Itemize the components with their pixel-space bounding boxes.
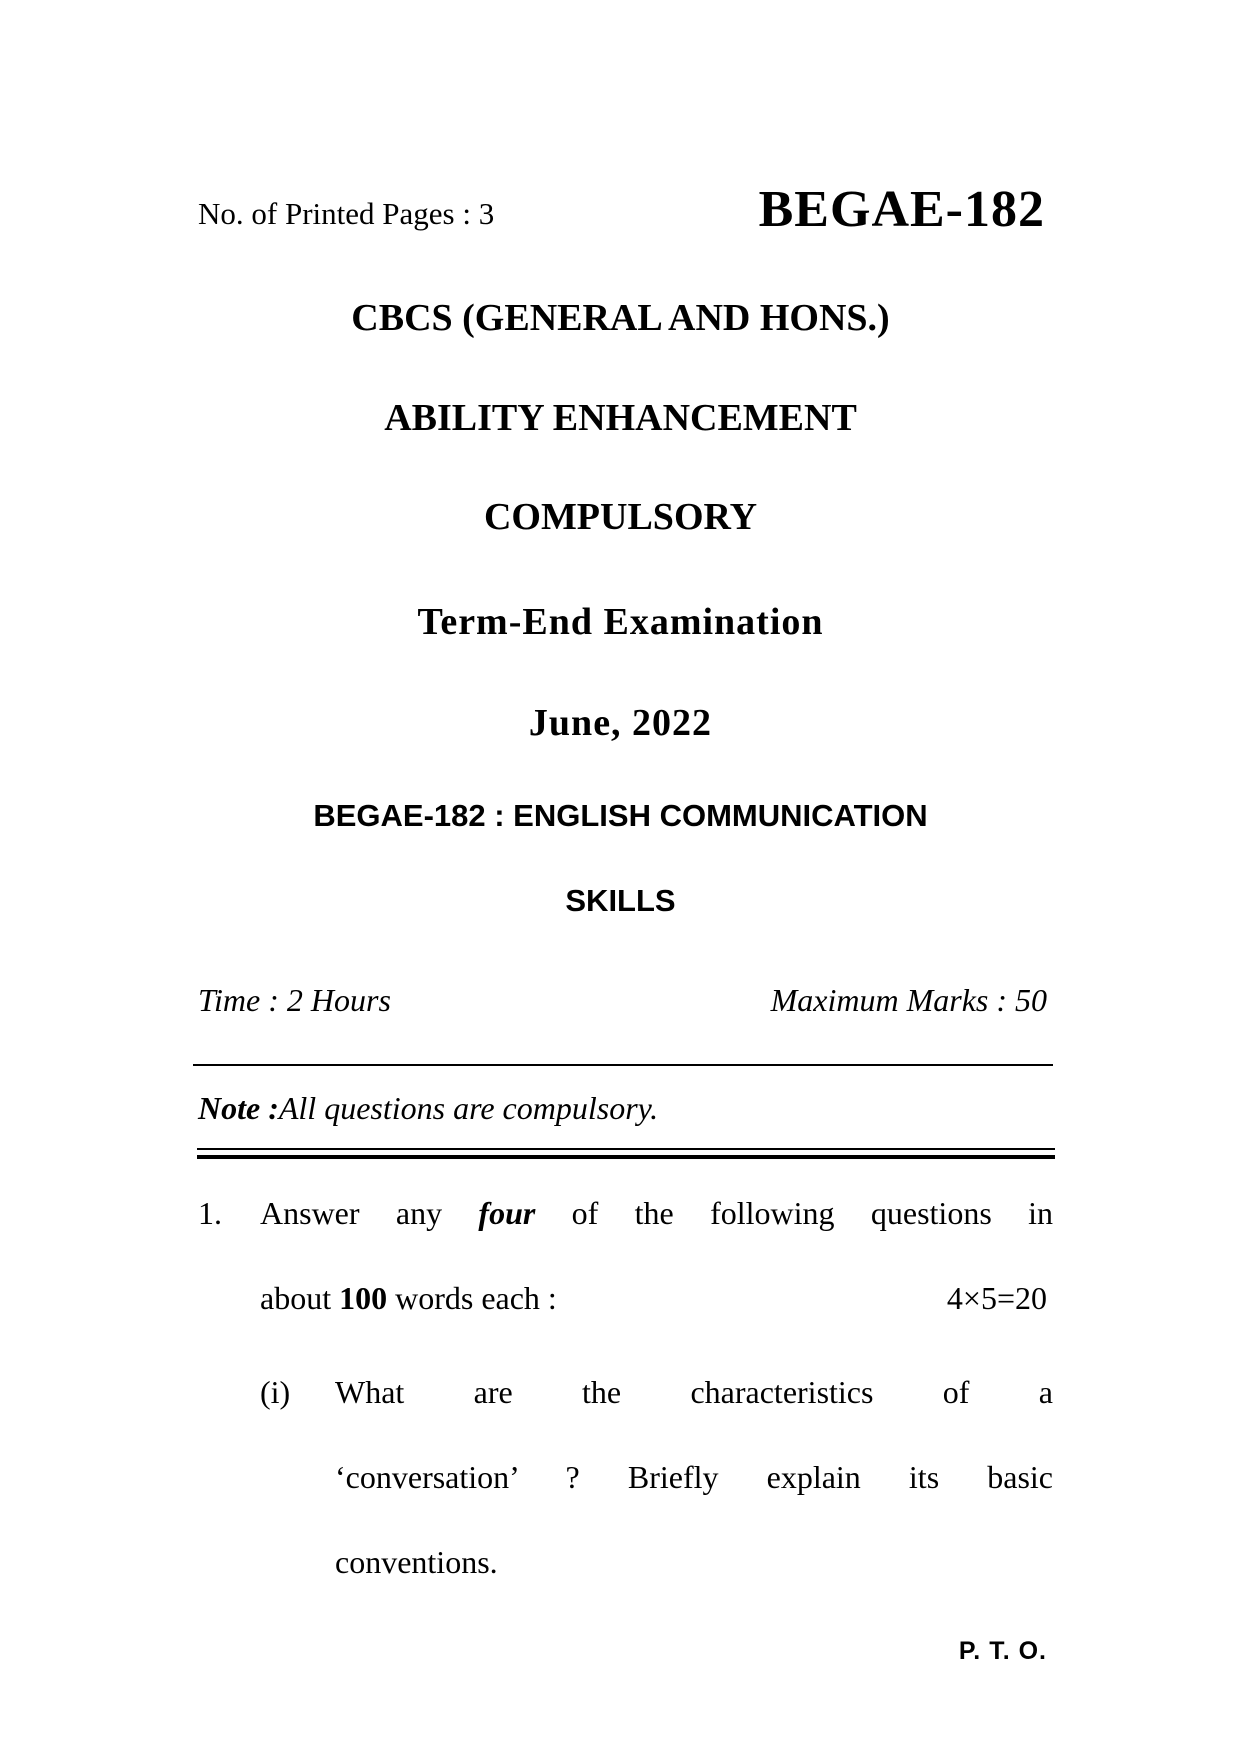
- question-text: Answer any: [260, 1195, 479, 1231]
- course-title-line2: SKILLS: [565, 883, 676, 918]
- subquestion-text-line3: conventions.: [335, 1544, 498, 1580]
- exam-duration: Time : 2 Hours: [198, 982, 391, 1018]
- question-marks: 4×5=20: [946, 1280, 1047, 1316]
- question-text: words each :: [387, 1280, 557, 1316]
- category-title-line2: COMPULSORY: [483, 496, 758, 538]
- maximum-marks: Maximum Marks : 50: [770, 982, 1047, 1018]
- question-instruction-line2: [260, 1280, 557, 1317]
- divider-line: [193, 1064, 1053, 1066]
- printed-pages-count: No. of Printed Pages : 3: [198, 196, 495, 231]
- programme-title: CBCS (GENERAL AND HONS.): [351, 297, 890, 339]
- category-title-line1: ABILITY ENHANCEMENT: [384, 397, 857, 439]
- please-turn-over: P. T. O.: [958, 1637, 1047, 1665]
- note-text: All questions are compulsory.: [278, 1090, 659, 1126]
- question-text: about: [260, 1280, 340, 1316]
- question-text: of the following questions in: [535, 1195, 1054, 1231]
- subquestion-label: (i): [260, 1374, 291, 1410]
- emphasis-text: four: [478, 1195, 536, 1231]
- paper-code: BEGAE-182: [758, 181, 1045, 238]
- double-divider-thick: [197, 1155, 1055, 1159]
- course-title-line1: BEGAE-182 : ENGLISH COMMUNICATION: [313, 798, 928, 833]
- question-instruction-line1: [260, 1195, 1053, 1232]
- subquestion-text-line1: What are the characteristics of a: [335, 1374, 1053, 1410]
- exam-title: Term-End Examination: [417, 601, 824, 643]
- subquestion-text-line2: ‘conversation’ ? Briefly explain its basic: [335, 1459, 1053, 1495]
- question-number: 1.: [198, 1195, 222, 1231]
- note-label: Note :: [198, 1090, 279, 1126]
- word-count: 100: [339, 1280, 388, 1316]
- exam-date: June, 2022: [528, 702, 713, 744]
- instructions-note: [198, 1090, 658, 1127]
- double-divider-thin: [197, 1148, 1055, 1150]
